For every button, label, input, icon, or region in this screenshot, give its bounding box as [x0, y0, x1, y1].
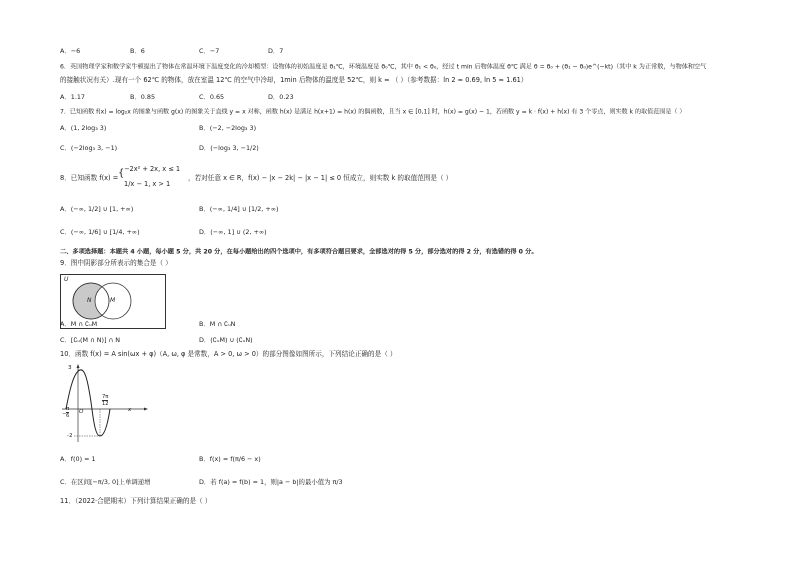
- venn-label-u: U: [64, 276, 69, 283]
- q8-piece-1: −2x² + 2x, x ≤ 1: [124, 165, 181, 173]
- q9-option-b: B．M ∩ ∁ᵤN: [199, 320, 236, 328]
- sine-graph: [60, 362, 150, 444]
- option-d: D．7: [268, 47, 284, 55]
- question-8-lead: 8．已知函数 f(x) =: [60, 174, 119, 182]
- q9-option-a: A．M ∩ ∁ᵤM: [60, 320, 98, 328]
- graph-left-den: 6: [66, 413, 70, 419]
- q6-option-b: B．0.85: [130, 93, 156, 101]
- graph-left-num: π: [66, 406, 70, 412]
- x-axis-arrow: [144, 408, 148, 411]
- question-9-text: 9．图中阴影部分所表示的集合是（ ）: [60, 259, 172, 267]
- q6-option-d: D．0.23: [268, 93, 294, 101]
- q7-option-d: D．(−log₃ 3, −1/2): [199, 144, 259, 152]
- q8-option-b: B．(−∞, 1/4] ∪ [1/2, +∞): [199, 205, 279, 213]
- question-11-text: 11．（2022·合肥期末）下列计算结果正确的是（ ）: [60, 497, 212, 505]
- option-a: A．−6: [60, 47, 81, 55]
- graph-right-num: 7π: [102, 394, 109, 400]
- q10-option-d: D．若 f(a) = f(b) = 1，则|a − b|的最小值为 π/3: [199, 478, 343, 486]
- graph-left-sign: −: [62, 411, 67, 417]
- graph-y-top-label: 3: [68, 365, 72, 371]
- question-6-line-2: 的接触状况有关）.现有一个 62℃ 的物体，放在室温 12℃ 的空气中冷却，1min 后物体的温度是 52℃，则 k ≈ （ ）（参考数据：ln 2 ≈ 0.69, ln 5 ≈ 1.61）: [60, 76, 528, 84]
- venn-label-n: N: [87, 297, 92, 304]
- q7-option-c: C．(−2log₃ 3, −1): [60, 144, 118, 152]
- section-2-heading: 二、多项选择题：本题共 4 小题，每小题 5 分，共 20 分，在每小题给出的四个选项中，有多项符合题目要求，全部选对的得 5 分，部分选对的得 2 分，有选错的得 0 分。: [60, 248, 538, 256]
- q6-option-a: A．1.17: [60, 93, 85, 101]
- option-b: B．6: [130, 47, 145, 55]
- question-6-line-1: 6．英国物理学家和数学家牛顿提出了物体在常温环境下温度变化的冷却模型：设物体的初始温度是 θ₁℃，环境温度是 θ₀℃，其中 θ₁ < θ₀，经过 t min 后物体温度 θ℃ 满足 θ = θ₀ + (θ₁ − θ₀)e^(−kt)（其中 k 为正常数，与物体和空气: [60, 63, 707, 71]
- q8-piece-2: 1/x − 1, x > 1: [124, 180, 171, 188]
- q8-option-d: D．(−∞, 1] ∪ (2, +∞): [199, 228, 267, 236]
- graph-x-axis-label: x: [128, 407, 132, 413]
- q9-option-c: C．[∁ᵤ(M ∩ N)] ∩ N: [60, 336, 121, 344]
- graph-y-bottom-label: -2: [67, 433, 73, 439]
- q10-option-b: B．f(x) = f(π/6 − x): [199, 455, 261, 463]
- q7-option-a: A．(1, 2log₃ 3): [60, 124, 107, 132]
- question-10-text: 10．函数 f(x) = A sin(ωx + φ)（A, ω, φ 是常数，A > 0, ω > 0）的部分图像如图所示，下列结论正确的是（ ）: [60, 350, 397, 358]
- q8-option-c: C．(−∞, 1/6] ∪ [1/4, +∞): [60, 228, 140, 236]
- option-c: C．−7: [199, 47, 220, 55]
- q7-option-b: B．(−2, −2log₃ 3): [199, 124, 257, 132]
- question-7-text: 7．已知函数 f(x) = log₂x 的图象与函数 g(x) 的图象关于直线 y = x 对称，函数 h(x) 是满足 h(x+1) = h(x) 的偶函数，且当 x ∈ [0,1] 时，h(x) = g(x) − 1，若函数 y = k · f(x) + h(x) 有 3 个零点，则实数 k 的取值范围是（ ）: [60, 108, 686, 116]
- venn-label-m: M: [110, 297, 116, 304]
- graph-right-den: 12: [102, 401, 109, 407]
- q10-option-a: A．f(0) = 1: [60, 455, 96, 463]
- y-axis-arrow: [77, 364, 80, 368]
- q9-option-d: D．(∁ᵤM) ∪ (∁ᵤN): [199, 336, 253, 344]
- graph-origin-label: O: [79, 409, 84, 415]
- q8-option-a: A．(−∞, 1/2] ∪ [1, +∞): [60, 205, 134, 213]
- q6-option-c: C．0.65: [199, 93, 225, 101]
- question-8-tail: ，若对任意 x ∈ R，f(x) − |x − 2k| − |x − 1| ≤ 0 恒成立，则实数 k 的取值范围是（ ）: [188, 174, 453, 182]
- q10-option-c: C．在区间[−π/3, 0]上单调递增: [60, 478, 151, 486]
- piecewise-brace: {: [118, 168, 125, 179]
